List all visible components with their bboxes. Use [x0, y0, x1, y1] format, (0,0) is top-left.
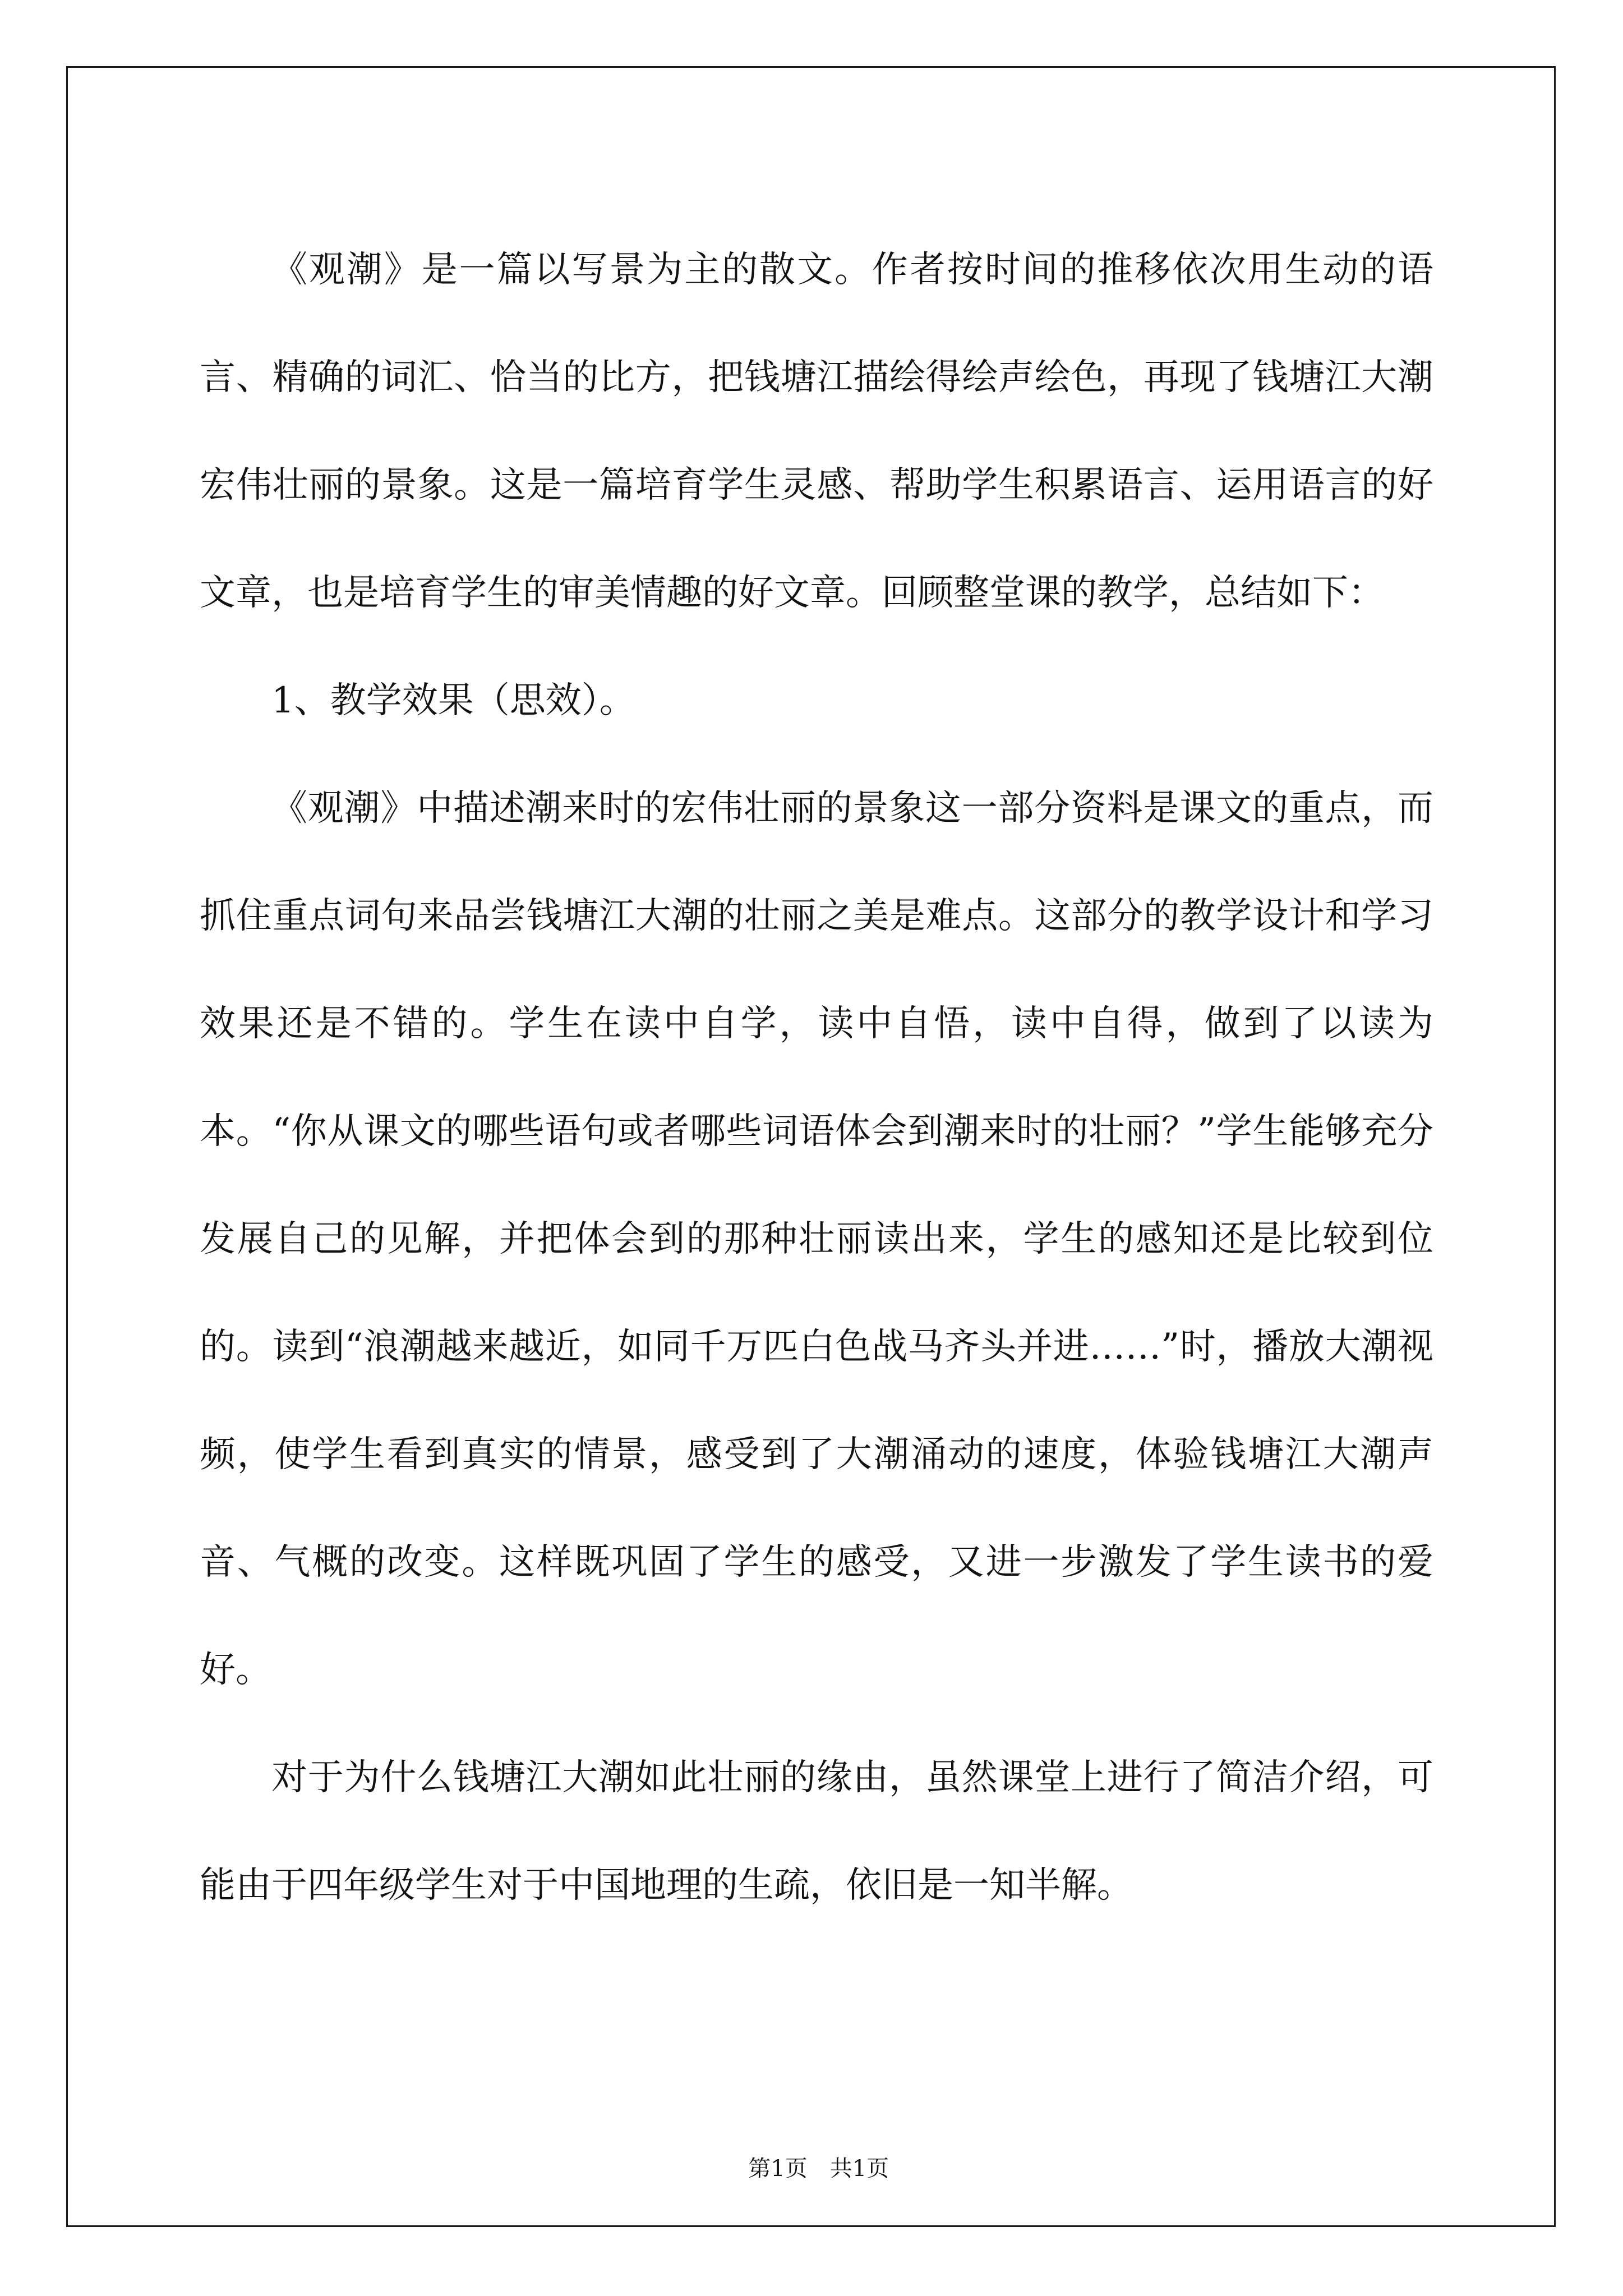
paragraph-reason: 对于为什么钱塘江大潮如此壮丽的缘由，虽然课堂上进行了简洁介绍，可能由于四年级学生对于中国地理的生疏，依旧是一知半解。 — [200, 1757, 1433, 1906]
page-footer — [0, 2122, 1623, 2184]
paragraph-teaching-effect: 《观潮》中描述潮来时的宏伟壮丽的景象这一部分资料是课文的重点，而抓住重点词句来品尝钱塘江大潮的壮丽之美是难点。这部分的教学设计和学习效果还是不错的。学生在读中自学，读中自悟，读中自得，做到了以读为本。“你从课文的哪些语句或者哪些词语体会到潮来时的壮丽？”学生能够充分发展自己的见解，并把体会到的那种壮丽读出来，学生的感知还是比较到位的。读到“浪潮越来越近，如同千万匹白色战马齐头并进……”时，播放大潮视频，使学生看到真实的情景，感受到了大潮涌动的速度，体验钱塘江大潮声音、气概的改变。这样既巩固了学生的感受，又进一步激发了学生读书的爱好。 — [200, 788, 1433, 1691]
paragraph-section-heading: 1、教学效果（思效）。 — [271, 680, 635, 721]
page-number-label: 第1页 共1页 — [748, 2156, 889, 2182]
document-body — [200, 216, 1433, 1939]
paragraph-intro: 《观潮》是一篇以写景为主的散文。作者按时间的推移依次用生动的语言、精确的词汇、恰当的比方，把钱塘江描绘得绘声绘色，再现了钱塘江大潮宏伟壮丽的景象。这是一篇培育学生灵感、帮助学生积累语言、运用语言的好文章，也是培育学生的审美情趣的好文章。回顾整堂课的教学，总结如下： — [200, 249, 1433, 614]
